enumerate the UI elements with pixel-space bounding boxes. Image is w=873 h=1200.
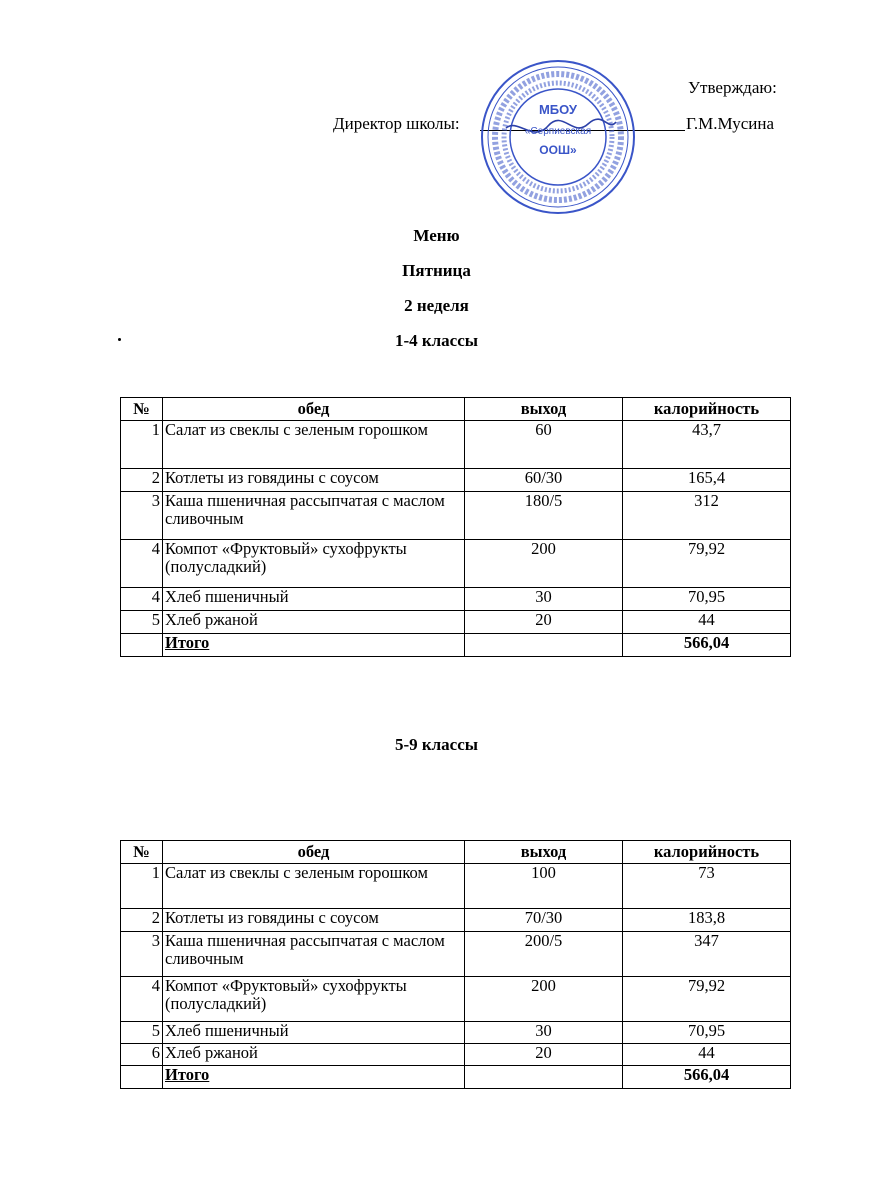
seal-text-3: ООШ» [539,143,577,157]
row-number: 3 [121,932,163,977]
table-row [121,864,791,909]
dish-kcal: 70,95 [623,588,791,611]
dish-kcal: 347 [623,932,791,977]
row-number: 2 [121,909,163,932]
total-empty-cell [121,634,163,657]
menu-table-1-4 [120,397,791,657]
dish-name: Каша пшеничная рассыпчатая с маслом сливочным [163,492,465,540]
total-empty-cell [465,1066,623,1089]
dish-kcal: 183,8 [623,909,791,932]
day-title: Пятница [402,261,471,280]
row-number: 6 [121,1044,163,1066]
col-dish-header: обед [163,398,465,421]
table-row [121,421,791,469]
table-row [121,540,791,588]
dish-name: Салат из свеклы с зеленым горошком [163,421,465,469]
dish-output: 20 [465,1044,623,1066]
dish-output: 30 [465,588,623,611]
table-row [121,588,791,611]
table-row [121,909,791,932]
total-row [121,634,791,657]
dish-name: Салат из свеклы с зеленым горошком [163,864,465,909]
dish-kcal: 43,7 [623,421,791,469]
dish-name: Компот «Фруктовый» сухофрукты (полусладкий) [163,977,465,1022]
row-number: 3 [121,492,163,540]
table-header-row [121,841,791,864]
menu-table-5-9 [120,840,791,1089]
row-number: 4 [121,977,163,1022]
row-number: 4 [121,588,163,611]
week-title: 2 неделя [404,296,469,315]
dish-output: 200/5 [465,932,623,977]
seal-ring-lettering [495,74,621,200]
col-output-header: выход [465,398,623,421]
col-num-header: № [121,841,163,864]
table-row [121,932,791,977]
dish-kcal: 73 [623,864,791,909]
total-value: 566,04 [623,634,791,657]
dish-kcal: 44 [623,611,791,634]
total-label: Итого [163,634,465,657]
dish-output: 200 [465,977,623,1022]
table-row [121,611,791,634]
seal-ring-2 [488,67,628,207]
dish-name: Котлеты из говядины с соусом [163,909,465,932]
dish-output: 60/30 [465,469,623,492]
table-row [121,977,791,1022]
group1-title: 1-4 классы [394,331,479,350]
dish-name: Компот «Фруктовый» сухофрукты (полусладкий) [163,540,465,588]
dish-name: Каша пшеничная рассыпчатая с маслом сливочным [163,932,465,977]
menu-title: Меню [413,226,460,245]
col-kcal-header: калорийность [623,398,791,421]
dish-name: Хлеб пшеничный [163,588,465,611]
dish-kcal: 165,4 [623,469,791,492]
col-kcal-header: калорийность [623,841,791,864]
col-num-header: № [121,398,163,421]
dish-name: Хлеб ржаной [163,1044,465,1066]
dish-name: Хлеб ржаной [163,611,465,634]
row-number: 4 [121,540,163,588]
dish-kcal: 70,95 [623,1022,791,1044]
row-number: 5 [121,611,163,634]
director-label: Директор школы: [333,114,460,133]
total-empty-cell [465,634,623,657]
table-row [121,1022,791,1044]
col-dish-header: обед [163,841,465,864]
dish-output: 70/30 [465,909,623,932]
director-name: Г.М.Мусина [686,114,775,133]
col-output-header: выход [465,841,623,864]
row-number: 1 [121,864,163,909]
dish-kcal: 312 [623,492,791,540]
table-header-row [121,398,791,421]
row-number: 5 [121,1022,163,1044]
dish-name: Котлеты из говядины с соусом [163,469,465,492]
dish-name: Хлеб пшеничный [163,1022,465,1044]
approval-label: Утверждаю: [688,78,777,97]
row-number: 2 [121,469,163,492]
dish-kcal: 44 [623,1044,791,1066]
row-number: 1 [121,421,163,469]
total-empty-cell [121,1066,163,1089]
dish-output: 200 [465,540,623,588]
dish-output: 180/5 [465,492,623,540]
total-row [121,1066,791,1089]
total-label: Итого [163,1066,465,1089]
total-value: 566,04 [623,1066,791,1089]
dish-output: 100 [465,864,623,909]
dish-output: 60 [465,421,623,469]
group2-title: 5-9 классы [394,735,479,754]
seal-text-2: «Серпиевская [524,126,592,137]
school-seal-stamp [478,58,638,216]
dish-output: 30 [465,1022,623,1044]
table-row [121,492,791,540]
seal-text-1: МБОУ [538,102,578,117]
table-row [121,469,791,492]
dish-kcal: 79,92 [623,977,791,1022]
table-row [121,1044,791,1066]
dish-output: 20 [465,611,623,634]
dish-kcal: 79,92 [623,540,791,588]
